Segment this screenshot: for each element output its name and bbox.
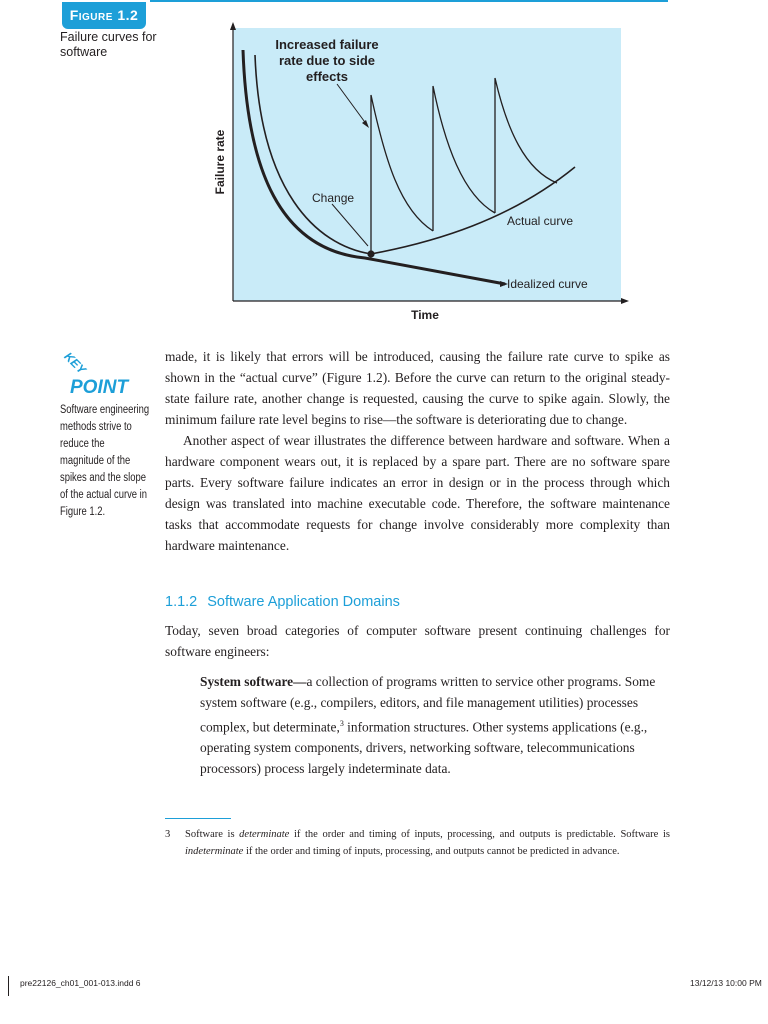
footnote-text-3: if the order and timing of inputs, processing, and outputs cannot be predicted in advance. [243,846,620,857]
plot-area [233,28,621,301]
footnote [165,826,670,860]
body-paragraphs [165,346,670,556]
key-point-badge [60,346,142,398]
paragraph-1: made, it is likely that errors will be introduced, causing the failure rate curve to spike as shown in the “actual curve” (Figure 1.2). Before the curve can return to the original steady-state failure rate, another change is requested, causing the curve to spike again. Slowly, the minimum failure rate level begins to rise—the software is deteriorating due to change. [165,349,670,427]
footnote-em-indeterminate: indeterminate [185,846,244,857]
x-axis-arrow [621,298,629,304]
key-point-text: Software engineering methods strive to reduce the magnitude of the spikes and the slope of the actual curve in Figure 1.2. [60,404,150,518]
change-label: Change [312,191,355,205]
point-badge-text: POINT [70,377,129,398]
actual-curve-label: Actual curve [507,214,574,228]
y-axis-label: Failure rate [213,129,227,195]
footnote-rule [165,818,231,819]
footnote-em-determinate: determinate [239,829,290,840]
section-intro: Today, seven broad categories of computer software present continuing challenges for software engineers: [165,623,670,659]
failure-curve-chart [205,20,635,330]
system-software-text-b: information structures. Other systems applications (e.g., operating system components, drivers, networking software, telecommunications processors) process largely indeterminate data. [200,719,648,777]
section-intro-block [165,620,670,662]
slug-bar [8,976,9,996]
change-point [367,250,374,257]
footnote-text-1: Software is [185,829,240,840]
figure-rule [150,0,668,2]
footnote-reference[interactable]: 3 [339,719,344,728]
slug-file: pre22126_ch01_001-013.indd 6 [20,978,141,988]
section-heading [165,594,400,610]
annotation-title-line-2: rate due to side [278,53,376,68]
section-number: 1.1.2 [165,594,198,610]
figure-caption: Failure curves for software [60,30,157,59]
section-title: Software Application Domains [207,594,400,610]
figure-label: Figure 1.2 [62,2,146,29]
annotation-title-line-1: Increased failure [275,37,379,52]
key-badge-text: KEY [61,349,89,377]
system-software-term: System software— [200,674,307,689]
idealized-curve-label: Idealized curve [507,277,588,291]
annotation-title-line-3: effects [306,69,348,84]
footnote-body [185,826,670,860]
system-software-block [200,671,670,779]
paragraph-2: Another aspect of wear illustrates the difference between hardware and software. When a hardware component wears out, it is replaced by a spare part. There are no software spare parts. Every software failure indicates an error in design or in the process through which design was translated into machine executable code. Therefore, the software maintenance tasks that accommodate requests for change involve considerably more complexity than hardware maintenance. [165,433,670,553]
y-axis-arrow [230,22,236,30]
system-software-text-a: a collection of programs written to service other programs. Some system software (e.g., compilers, editors, and file management utilities) processes complex, but determinate, [200,674,656,735]
footnote-text-2: if the order and timing of inputs, processing, and outputs is predictable. Software is [289,829,670,840]
footnote-number: 3 [165,829,171,840]
slug-timestamp: 13/12/13 10:00 PM [690,978,762,988]
x-axis-label: Time [411,308,439,322]
